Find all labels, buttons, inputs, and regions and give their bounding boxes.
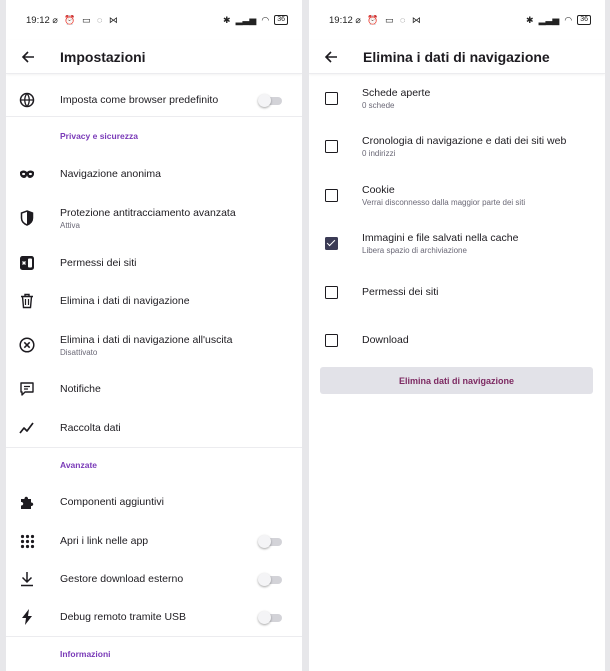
settings-item-label: Navigazione anonima (60, 168, 161, 180)
status-time: 19:12 (26, 14, 50, 26)
app-grid-icon (18, 532, 36, 550)
option-label: Permessi dei siti (362, 286, 439, 298)
app-toolbar (309, 40, 605, 74)
default-browser-toggle[interactable] (258, 94, 282, 107)
mask-icon (18, 165, 36, 183)
option-site-permissions[interactable] (309, 282, 605, 302)
settings-item-private-browsing[interactable] (6, 162, 302, 186)
bluetooth-icon: ✱ (526, 14, 534, 25)
wifi-icon: ◠ (261, 14, 270, 25)
page-title: Elimina i dati di navigazione (363, 48, 550, 65)
settings-item-notifications[interactable] (6, 377, 302, 401)
divider (6, 116, 302, 117)
settings-item-site-permissions[interactable] (6, 251, 302, 275)
settings-item-label: Componenti aggiuntivi (60, 496, 164, 508)
option-sublabel: Libera spazio di archiviazione (362, 245, 467, 255)
option-sublabel: 0 schede (362, 100, 395, 110)
settings-item-open-links-in-apps[interactable] (6, 529, 302, 553)
trash-icon (18, 292, 36, 310)
settings-item-label: Notifiche (60, 383, 101, 395)
status-time: 19:12 (329, 14, 353, 26)
puzzle-icon (18, 493, 36, 511)
settings-item-label: Permessi dei siti (60, 257, 137, 269)
option-open-tabs[interactable] (309, 84, 605, 112)
settings-item-delete-on-quit[interactable] (6, 330, 302, 360)
settings-item-data-collection[interactable] (6, 416, 302, 440)
checkbox[interactable] (325, 189, 338, 202)
notification-icon (18, 380, 36, 398)
settings-item-label: Elimina i dati di navigazione (60, 295, 190, 307)
shield-icon (18, 209, 36, 227)
option-downloads[interactable] (309, 330, 605, 350)
open-links-toggle[interactable] (258, 535, 282, 548)
page-title: Impostazioni (60, 48, 146, 65)
settings-item-external-download-manager[interactable] (6, 567, 302, 591)
download-icon (18, 570, 36, 588)
delete-browsing-data-screen (309, 0, 605, 671)
settings-item-sublabel: Disattivato (60, 347, 98, 357)
option-label: Immagini e file salvati nella cache (362, 231, 519, 244)
option-label: Cookie (362, 183, 395, 196)
option-history[interactable] (309, 132, 605, 160)
status-bar (6, 0, 302, 40)
permissions-icon (18, 254, 36, 272)
settings-item-label: Imposta come browser predefinito (60, 94, 219, 106)
globe-icon (18, 91, 36, 109)
option-label: Cronologia di navigazione e dati dei siti web (362, 134, 567, 147)
checkbox[interactable] (325, 140, 338, 153)
settings-item-sublabel: Attiva (60, 220, 81, 230)
section-header-advanced: Avanzate (60, 460, 98, 470)
battery-icon: 36 (274, 15, 288, 25)
status-bar (309, 0, 605, 40)
settings-item-label: Raccolta dati (60, 422, 121, 434)
bluetooth-icon: ✱ (223, 14, 231, 25)
settings-item-label: Apri i link nelle app (60, 535, 149, 547)
section-header-info: Informazioni (60, 649, 111, 659)
signal-icon: ▂▃▅ (538, 14, 560, 25)
settings-item-delete-browsing-data[interactable] (6, 289, 302, 313)
delete-browsing-data-button[interactable]: Elimina dati di navigazione (320, 367, 593, 394)
chart-line-icon (18, 419, 36, 437)
option-label: Schede aperte (362, 86, 431, 99)
divider (6, 636, 302, 637)
settings-item-tracking-protection[interactable] (6, 203, 302, 233)
remote-debug-toggle[interactable] (258, 611, 282, 624)
checkbox[interactable] (325, 334, 338, 347)
settings-item-addons[interactable] (6, 490, 302, 514)
settings-item-label: Elimina i dati di navigazione all'uscita (60, 333, 233, 346)
option-cached-images[interactable] (309, 229, 605, 257)
checkbox[interactable] (325, 92, 338, 105)
back-arrow-icon[interactable] (18, 47, 38, 67)
settings-item-default-browser[interactable] (6, 88, 302, 112)
app-toolbar (6, 40, 302, 74)
option-cookies[interactable] (309, 181, 605, 209)
option-label: Download (362, 334, 409, 346)
section-header-privacy: Privacy e sicurezza (60, 131, 138, 141)
settings-item-label: Gestore download esterno (60, 573, 184, 585)
option-sublabel: 0 indirizzi (362, 148, 396, 158)
divider (6, 447, 302, 448)
status-icons: ⌀ ⏰ ▭ ◌ ⋈ (52, 14, 120, 25)
status-icons: ⌀ ⏰ ▭ ◌ ⋈ (355, 14, 423, 25)
circle-x-icon (18, 336, 36, 354)
settings-item-label: Protezione antitracciamento avanzata (60, 206, 236, 219)
option-sublabel: Verrai disconnesso dalla maggior parte dei siti (362, 197, 526, 207)
checkbox[interactable] (325, 286, 338, 299)
battery-icon: 36 (577, 15, 591, 25)
signal-icon: ▂▃▅ (235, 14, 257, 25)
settings-item-label: Debug remoto tramite USB (60, 611, 187, 623)
bolt-icon (18, 608, 36, 626)
settings-screen (6, 0, 302, 671)
wifi-icon: ◠ (564, 14, 573, 25)
checkbox-checked[interactable] (325, 237, 338, 250)
settings-item-remote-debugging[interactable] (6, 605, 302, 629)
back-arrow-icon[interactable] (321, 47, 341, 67)
download-manager-toggle[interactable] (258, 573, 282, 586)
